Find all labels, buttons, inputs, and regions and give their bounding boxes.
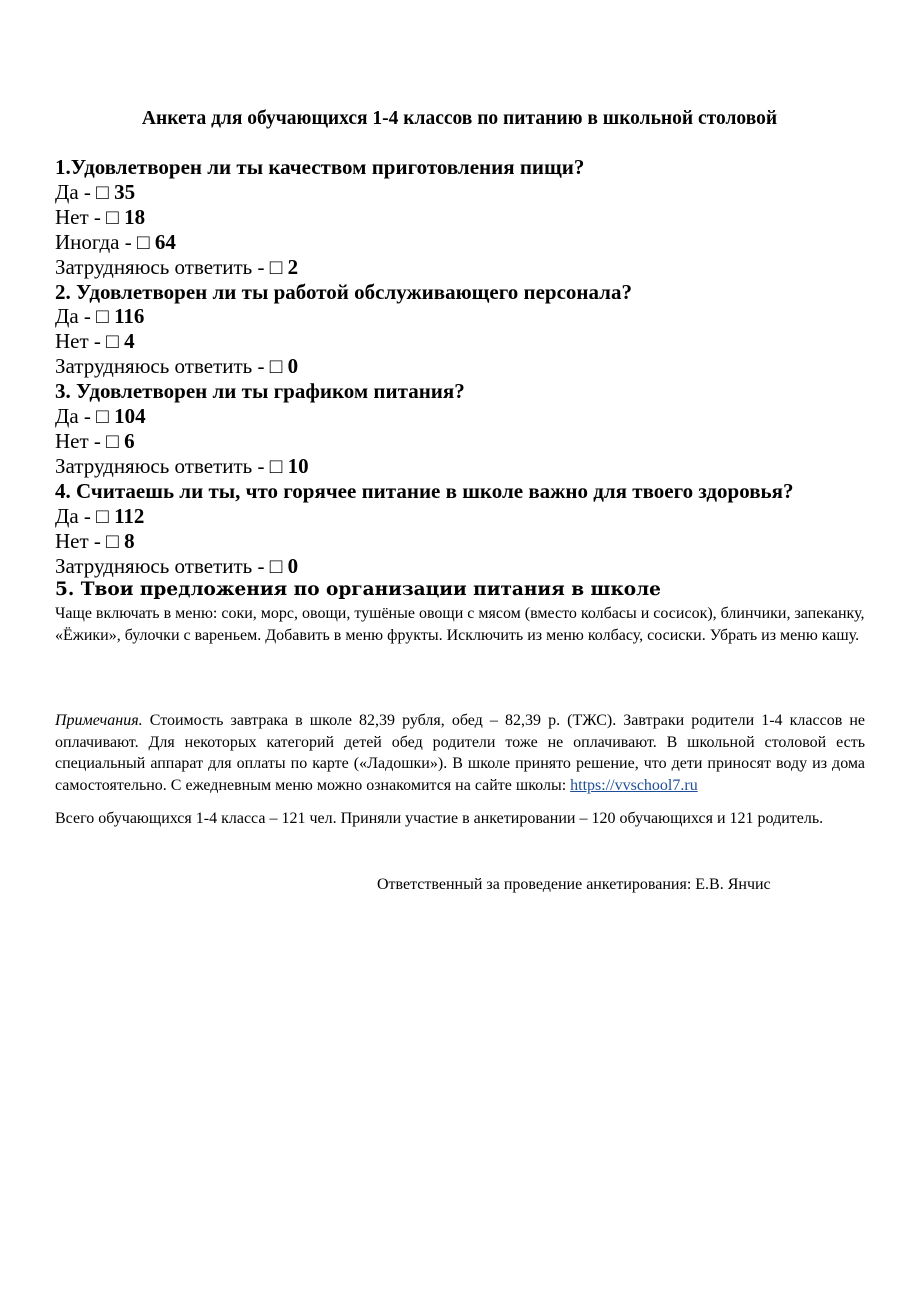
notes-text: Стоимость завтрака в школе 82,39 рубля, обед – 82,39 р. (ТЖС). Завтраки родители 1-4 классов не оплачивают. Для некоторых категорий детей обед родители тоже не оплачивают. В школьной столовой есть специальный аппарат для оплаты по карте («Ладошки»). В школе принято решение, что дети приносят воду из дома самостоятельно. С ежедневным меню можно ознакомится на сайте школы: [55,712,865,794]
option-count: 6 [124,428,135,453]
answer-option [55,404,875,429]
option-label: Затрудняюсь ответить - □ [55,553,288,578]
option-label: Да - □ [55,503,115,528]
answer-option [55,504,875,529]
question-2: 2. Удовлетворен ли ты работой обслуживающего персонала? [55,279,632,304]
option-label: Затрудняюсь ответить - □ [55,453,288,478]
option-count: 10 [287,453,309,478]
option-count: 0 [287,354,299,379]
question-3: 3. Удовлетворен ли ты графиком питания? [55,379,465,404]
school-site-link[interactable]: https://vvschool7.ru [570,776,698,794]
option-count: 18 [124,204,146,229]
answer-option [55,304,875,329]
answer-option [55,454,875,479]
option-label: Нет - □ [55,329,125,354]
suggestions-text: Чаще включать в меню: соки, морс, овощи, тушёные овощи с мясом (вместо колбасы и сосисок), блинчики, запеканку, «Ёжики», булочки с вареньем. Добавить в меню фрукты. Исключить из меню колбасу, сосиски. Убрать из меню кашу. [55,605,865,644]
option-count: 116 [114,304,145,329]
option-label: Да - □ [55,179,115,204]
option-count: 35 [114,179,136,204]
answer-option [55,230,875,255]
answer-option [55,554,875,579]
participants-summary: Всего обучающихся 1-4 класса – 121 чел. Приняли участие в анкетировании – 120 обучающихся и 121 родитель. [55,810,824,827]
option-count: 4 [124,329,135,354]
notes-paragraph [55,710,865,796]
option-count: 112 [114,503,145,528]
answer-option [55,205,875,230]
option-label: Иногда - □ [55,229,155,254]
option-label: Нет - □ [55,204,125,229]
responsible-person: Ответственный за проведение анкетирования: Е.В. Янчис [377,876,771,893]
option-label: Затрудняюсь ответить - □ [55,354,288,379]
option-count: 8 [124,528,135,553]
notes-label: Примечания. [55,712,143,729]
option-label: Затрудняюсь ответить - □ [55,254,288,279]
question-1: 1.Удовлетворен ли ты качеством приготовления пищи? [55,155,585,179]
survey-title: Анкета для обучающихся 1-4 классов по питанию в школьной столовой [141,108,778,129]
answer-option [55,255,875,280]
option-count: 0 [287,553,299,578]
option-label: Нет - □ [55,428,125,453]
answer-option [55,529,875,554]
answer-option [55,429,875,454]
question-5: 5. Твои предложения по организации питания в школе [55,579,661,601]
option-count: 104 [114,404,146,429]
answer-option [55,329,875,354]
survey-questions [55,155,875,646]
answer-option [55,180,875,205]
option-label: Да - □ [55,404,115,429]
option-label: Да - □ [55,304,115,329]
option-count: 2 [287,254,299,279]
option-count: 64 [154,229,176,254]
answer-option [55,354,875,379]
question-4: 4. Считаешь ли ты, что горячее питание в школе важно для твоего здоровья? [55,478,794,503]
option-label: Нет - □ [55,528,125,553]
